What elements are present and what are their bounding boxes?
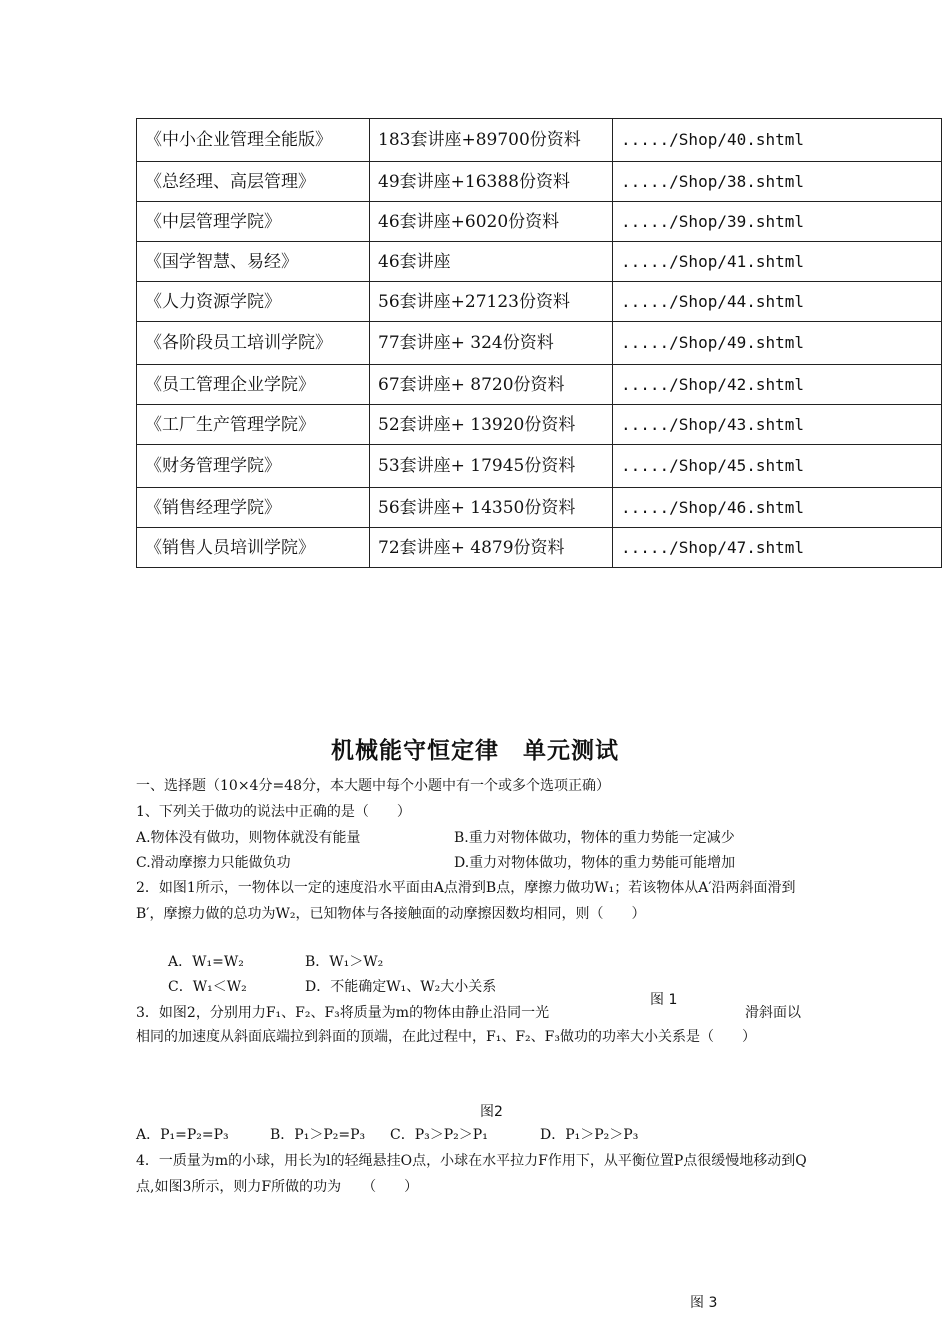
figure-3-caption: 图 3 — [690, 1295, 718, 1311]
section-heading: 一、选择题（10×4分=48分，本大题中每个小题中有一个或多个选项正确） — [136, 778, 610, 794]
course-content: 183套讲座+89700份资料 — [370, 119, 613, 162]
course-name: 《工厂生产管理学院》 — [137, 405, 370, 445]
figure-2-caption: 图2 — [480, 1104, 503, 1120]
course-catalog-table — [136, 118, 942, 568]
course-name: 《总经理、高层管理》 — [137, 162, 370, 202]
table-row — [137, 445, 942, 488]
course-name: 《各阶段员工培训学院》 — [137, 322, 370, 365]
question-2-option-d: D．不能确定W₁、W₂大小关系 — [305, 979, 497, 995]
table-row — [137, 488, 942, 528]
question-1-option-c: C.滑动摩擦力只能做负功 — [136, 855, 291, 871]
course-name: 《中层管理学院》 — [137, 202, 370, 242]
course-link[interactable]: ...../Shop/42.shtml — [613, 365, 942, 405]
course-content: 46套讲座+6020份资料 — [370, 202, 613, 242]
course-link[interactable]: ...../Shop/38.shtml — [613, 162, 942, 202]
course-content: 49套讲座+16388份资料 — [370, 162, 613, 202]
table-row — [137, 405, 942, 445]
course-content: 56套讲座+ 14350份资料 — [370, 488, 613, 528]
figure-1-caption: 图 1 — [650, 992, 678, 1008]
course-link[interactable]: ...../Shop/40.shtml — [613, 119, 942, 162]
course-content: 77套讲座+ 324份资料 — [370, 322, 613, 365]
question-4-stem: 4．一质量为m的小球，用长为l的轻绳悬挂O点，小球在水平拉力F作用下，从平衡位置P点很缓慢地移动到Q点,如图3所示，则力F所做的功为 （ ） — [136, 1153, 807, 1195]
course-content: 67套讲座+ 8720份资料 — [370, 365, 613, 405]
table-row — [137, 162, 942, 202]
table-row — [137, 528, 942, 568]
question-3-option-c: C．P₃＞P₂＞P₁ — [390, 1127, 488, 1143]
question-1-stem: 1、下列关于做功的说法中正确的是（ ） — [136, 804, 411, 820]
table-row — [137, 282, 942, 322]
table-row — [137, 119, 942, 162]
course-name: 《中小企业管理全能版》 — [137, 119, 370, 162]
question-3-option-b: B．P₁＞P₂=P₃ — [270, 1127, 366, 1143]
question-2-option-c: C．W₁＜W₂ — [168, 979, 247, 995]
course-link[interactable]: ...../Shop/43.shtml — [613, 405, 942, 445]
course-name: 《销售经理学院》 — [137, 488, 370, 528]
course-link[interactable]: ...../Shop/39.shtml — [613, 202, 942, 242]
course-link[interactable]: ...../Shop/47.shtml — [613, 528, 942, 568]
question-3-stem-part2: 滑斜面以 — [745, 1005, 801, 1021]
question-3-option-a: A．P₁=P₂=P₃ — [136, 1127, 229, 1143]
course-name: 《人力资源学院》 — [137, 282, 370, 322]
table-row — [137, 202, 942, 242]
question-3-stem-rest: 相同的加速度从斜面底端拉到斜面的顶端，在此过程中，F₁、F₂、F₃做功的功率大小关系是（ ） — [136, 1029, 756, 1045]
question-1-option-a: A.物体没有做功，则物体就没有能量 — [136, 830, 361, 846]
table-row — [137, 322, 942, 365]
course-link[interactable]: ...../Shop/44.shtml — [613, 282, 942, 322]
question-2-option-b: B．W₁＞W₂ — [305, 954, 384, 970]
course-name: 《财务管理学院》 — [137, 445, 370, 488]
question-3-stem-part1: 3．如图2，分别用力F₁、F₂、F₃将质量为m的物体由静止沿同一光 — [136, 1005, 550, 1021]
course-link[interactable]: ...../Shop/49.shtml — [613, 322, 942, 365]
question-1-option-b: B.重力对物体做功，物体的重力势能一定减少 — [454, 830, 735, 846]
course-link[interactable]: ...../Shop/46.shtml — [613, 488, 942, 528]
course-content: 72套讲座+ 4879份资料 — [370, 528, 613, 568]
course-content: 46套讲座 — [370, 242, 613, 282]
question-2-stem: 2．如图1所示，一物体以一定的速度沿水平面由A点滑到B点，摩擦力做功W₁；若该物体从A′沿两斜面滑到B′，摩擦力做的总功为W₂，已知物体与各接触面的动摩擦因数均相同，则（ ） — [136, 880, 796, 922]
question-1-option-d: D.重力对物体做功，物体的重力势能可能增加 — [454, 855, 736, 871]
page-title: 机械能守恒定律 单元测试 — [331, 738, 619, 764]
course-link[interactable]: ...../Shop/41.shtml — [613, 242, 942, 282]
course-name: 《国学智慧、易经》 — [137, 242, 370, 282]
table-row — [137, 242, 942, 282]
course-content: 56套讲座+27123份资料 — [370, 282, 613, 322]
question-2-option-a: A．W₁=W₂ — [168, 954, 244, 970]
course-link[interactable]: ...../Shop/45.shtml — [613, 445, 942, 488]
course-name: 《员工管理企业学院》 — [137, 365, 370, 405]
question-3-option-d: D．P₁＞P₂＞P₃ — [540, 1127, 639, 1143]
course-content: 53套讲座+ 17945份资料 — [370, 445, 613, 488]
course-name: 《销售人员培训学院》 — [137, 528, 370, 568]
table-row — [137, 365, 942, 405]
course-content: 52套讲座+ 13920份资料 — [370, 405, 613, 445]
